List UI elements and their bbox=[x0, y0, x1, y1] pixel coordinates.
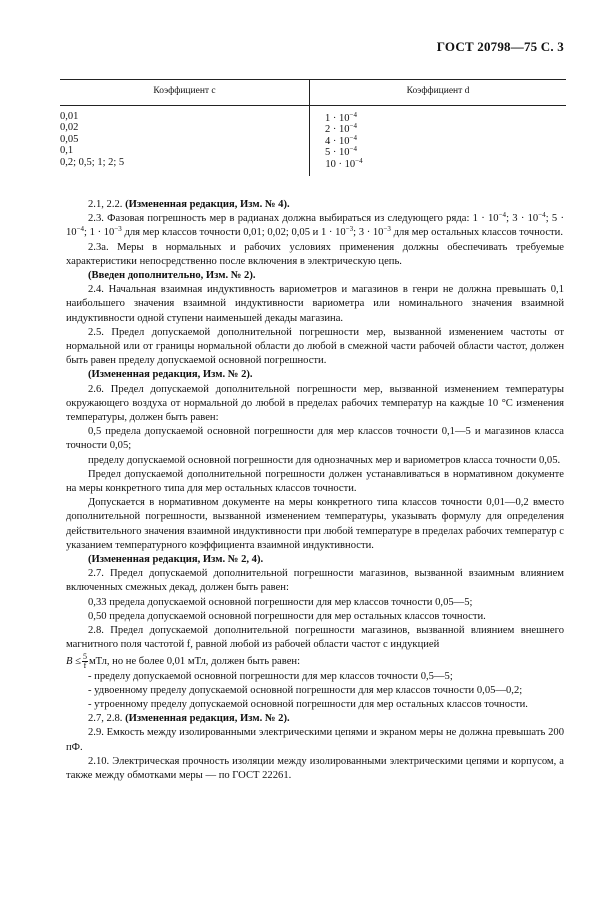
clause-2-7-item: 0,33 предела допускаемой основной погрешности для мер классов точности 0,05—5; bbox=[88, 596, 473, 608]
clause-2-8-item: - удвоенному пределу допускаемой основной погрешности для мер классов точности 0,05—0,2; bbox=[88, 684, 523, 696]
clause-2-6-item: 0,5 предела допускаемой основной погрешности для мер классов точности 0,1—5 и магазинов класса точности 0,05; bbox=[66, 426, 564, 452]
coef-c-value: 0,2; 0,5; 1; 2; 5 bbox=[60, 157, 125, 168]
clause-2-7-2-8-note: 2.7, 2.8. (Измененная редакция, Изм. № 2). bbox=[88, 713, 290, 725]
clause-2-6-para: Предел допускаемой дополнительной погрешности должен устанавливаться в нормативном документе на меры конкретного типа для мер остальных классов точности. bbox=[66, 468, 564, 495]
coef-d-value: $2 \cdot 10^{-4}$ bbox=[325, 122, 357, 135]
clause-2-3: 2.3. Фазовая погрешность мер в радианах должна выбираться из следующего ряда: $1 \cdot 10^{-4}$; $3 \cdot 10^{-4}$; $5 \cdot 10^{-4}$; $1 \cdot 10^{-3}$ для мер классов точности 0,01; 0,02; 0,05 и $1 \cdot 10^{-3}$; $3 \cdot 10^{-3}$ для мер остальных классов точности. bbox=[66, 211, 564, 239]
clause-2-7-item: 0,50 предела допускаемой основной погрешности для мер остальных классов точности. bbox=[88, 610, 486, 622]
coef-d-value: $5 \cdot 10^{-4}$ bbox=[325, 145, 357, 158]
page-header: ГОСТ 20798—75 С. 3 bbox=[436, 39, 564, 54]
table-top-rule bbox=[60, 79, 566, 80]
coef-c-value: 0,05 bbox=[60, 134, 79, 145]
amendment-note: (Введен дополнительно, Изм. № 2). bbox=[88, 270, 256, 282]
clause-2-7: 2.7. Предел допускаемой дополнительной погрешности магазинов, вызванной взаимным влиянием включенных смежных декад, должен быть равен: bbox=[66, 568, 564, 594]
column-header-d: Коэффициент d bbox=[406, 86, 470, 96]
clause-2-4: 2.4. Начальная взаимная индуктивность вариометров и магазинов в генри не должна превышать 0,1 наибольшего значения взаимной индуктивности вариометра или номинального значения взаимной индуктивности одной ступени наименьшей декады магазина. bbox=[66, 284, 564, 324]
coef-d-value: $1 \cdot 10^{-4}$ bbox=[325, 111, 357, 124]
coef-c-value: 0,02 bbox=[60, 122, 79, 133]
clause-2-8-formula: B ≤ $\frac{5}{f}$ мТл, но не более 0,01 мТл, должен быть равен: bbox=[66, 651, 301, 670]
clause-2-6: 2.6. Предел допускаемой дополнительной погрешности мер, вызванной изменением температуры окружающего воздуха от нормальной до любой в пределах рабочих температур на каждые 10 °С изменения температуры, должен быть равен: bbox=[66, 383, 564, 424]
column-header-c: Коэффициент c bbox=[153, 86, 216, 96]
amendment-note: (Измененная редакция, Изм. № 2, 4). bbox=[88, 554, 264, 566]
clause-2-10: 2.10. Электрическая прочность изоляции между изолированными электрическими цепями и корпусом, а также между обмотками меры — по ГОСТ 22261. bbox=[66, 755, 564, 781]
coef-c-value: 0,01 bbox=[60, 111, 79, 122]
amendment-note: (Измененная редакция, Изм. № 2). bbox=[88, 369, 253, 381]
coef-d-value: $4 \cdot 10^{-4}$ bbox=[325, 134, 357, 147]
coef-d-value: $10 \cdot 10^{-4}$ bbox=[325, 157, 363, 170]
table-header-rule bbox=[60, 105, 566, 106]
clause-2-8-item: - пределу допускаемой основной погрешности для мер классов точности 0,5—5; bbox=[88, 670, 453, 682]
fraction: $\frac{5}{f}$ bbox=[82, 651, 87, 670]
document-body bbox=[66, 198, 564, 783]
clause-2-3a: 2.3а. Меры в нормальных и рабочих условиях применения должны обеспечивать требуемые характеристики непосредственно после включения в электрическую цепь. bbox=[66, 241, 564, 267]
coef-c-value: 0,1 bbox=[60, 145, 74, 156]
clause-2-6-item: пределу допускаемой основной погрешности для однозначных мер и вариометров класса точности 0,05. bbox=[88, 454, 561, 466]
clause-2-9: 2.9. Емкость между изолированными электрическими цепями и экраном меры не должна превышать 200 пФ. bbox=[66, 727, 564, 753]
clause-2-8-item: - утроенному пределу допускаемой основной погрешности для мер остальных классов точности. bbox=[88, 698, 528, 710]
clause-2-6-para: Допускается в нормативном документе на меры конкретного типа классов точности 0,01—0,2 вместо дополнительной погрешности, вызванной изменением температуры, указывать формулу для определения действительного значения взаимной индуктивности при любой температуре в пределах рабочих температур с указанием температурного коэффициента взаимной индуктивности. bbox=[66, 497, 564, 551]
clause-2-5: 2.5. Предел допускаемой дополнительной погрешности мер, вызванной изменением частоты от нормальной или от границы нормальной области до любой в смежной части рабочей области частот, должен быть равен пределу допускаемой основной погрешности. bbox=[66, 326, 564, 367]
clause-2-8: 2.8. Предел допускаемой дополнительной погрешности магазинов, вызванной влиянием внешнего магнитного поля частотой f, равной любой из рабочей области частот с индукцией bbox=[66, 625, 564, 651]
clause-2-1-2-2: 2.1, 2.2. (Измененная редакция, Изм. № 4). bbox=[88, 199, 290, 210]
